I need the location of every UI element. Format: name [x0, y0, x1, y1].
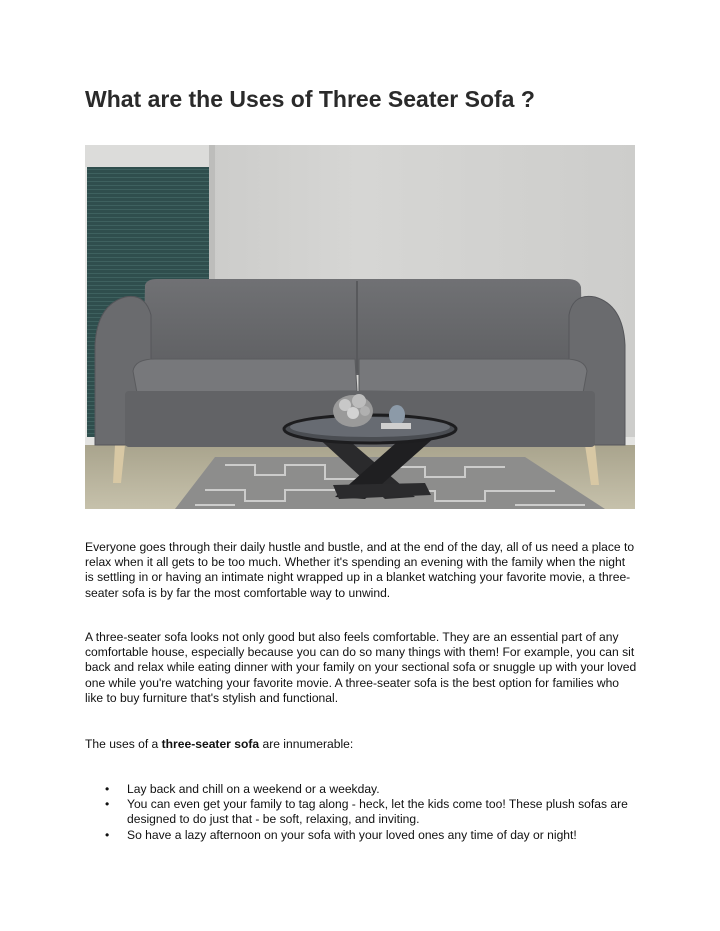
sofa-cushion-right [359, 359, 587, 393]
list-item-text: You can even get your family to tag along - heck, let the kids come too! These plush sofas are designed to do just that - be soft, relaxing, and inviting. [127, 797, 628, 827]
list-item [85, 782, 637, 797]
uses-intro-bold: three-seater sofa [161, 737, 260, 751]
page-title: What are the Uses of Three Seater Sofa ? [85, 86, 535, 112]
uses-list [85, 782, 637, 843]
bullet-icon: • [105, 827, 110, 842]
list-item [85, 797, 637, 827]
bullet-icon: • [105, 797, 110, 812]
sofa-cushion-left [133, 359, 357, 393]
list-item-text: Lay back and chill on a weekend or a weekday. [127, 782, 380, 796]
intro-paragraph: Everyone goes through their daily hustle and bustle, and at the end of the day, all of us need a place to relax when it all gets to be too much. Whether it's spending an evening with the family when the night is settling in or having an intimate night wrapped up in a blanket watching your favorite movie, a three-seater sofa is by far the most comfortable way to unwind. [85, 540, 635, 600]
list-item-text: So have a lazy afternoon on your sofa with your loved ones any time of day or night! [127, 827, 577, 842]
list-item [85, 828, 637, 843]
uses-intro-paragraph [85, 737, 637, 752]
sofa-photo [85, 145, 635, 509]
uses-intro-text-end: are innumerable: [259, 737, 354, 751]
benefits-paragraph: A three-seater sofa looks not only good but also feels comfortable. They are an essential part of any comfortable house, especially because you can do so many things with them! For example, you can sit back and relax while eating dinner with your family on your sectional sofa or snuggle up with your loved one while you're watching your favorite movie. A three-seater sofa is the best option for families who like to buy furniture that's stylish and functional. [85, 630, 637, 705]
bullet-icon: • [105, 782, 110, 796]
uses-intro-text: The uses of a [85, 737, 162, 751]
